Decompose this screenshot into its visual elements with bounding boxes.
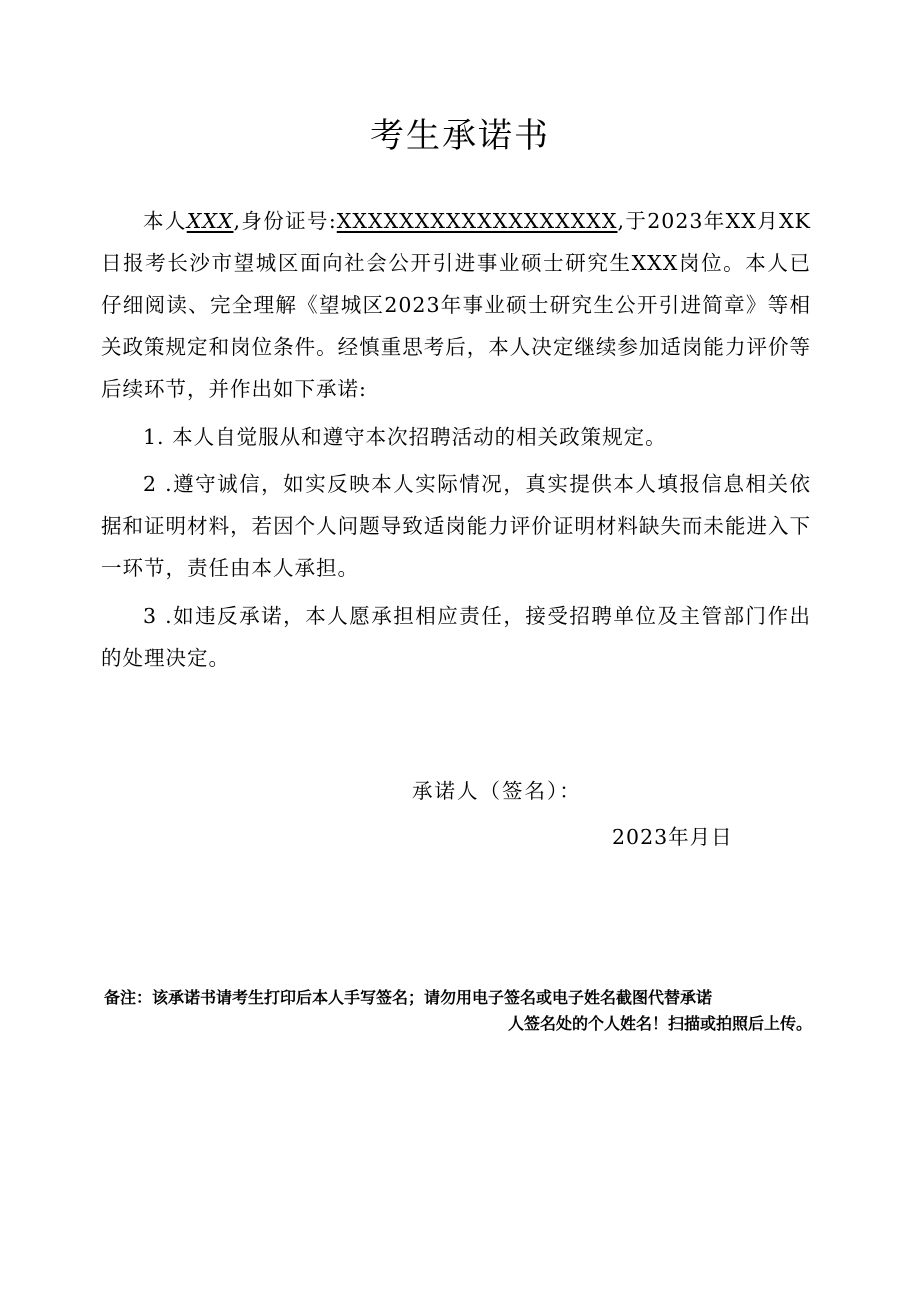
footnote [104,985,812,1037]
intro-paragraph [101,200,811,410]
intro-rest: ,于2023年XX月XK日报考长沙市望城区面向社会公开引进事业硕士研究生XXX岗位。本人已仔细阅读、完全理解《望城区2023年事业硕士研究生公开引进简章》等相关政策规定和岗位条件。经慎重思考后，本人决定继续参加适岗能力评价等后续环节，并作出如下承诺: [101,209,811,401]
intro-prefix: 本人 [143,209,187,233]
footnote-line: 备注：该承诺书请考生打印后本人手写签名；请勿用电子签名或电子姓名截图代替承诺 [104,988,713,1007]
commitment-item: 1. 本人自觉服从和遵守本次招聘活动的相关政策规定。 [143,425,667,449]
footnote-line: 人签名处的个人姓名！扫描或拍照后上传。 [507,1014,812,1033]
page-title: 考生承诺书 [370,116,550,156]
applicant-name: XXX [186,209,234,233]
signature-date: 2023年月日 [612,825,733,849]
intro-id-label: ,身份证号: [233,209,337,233]
commitment-item: 2 .遵守诚信，如实反映本人实际情况，真实提供本人填报信息相关依据和证明材料，若因个人问题导致适岗能力评价证明材料缺失而未能进入下一环节，责任由本人承担。 [101,472,811,580]
id-number: XXXXXXXXXXXXXXXXXX [336,209,618,233]
commitment-item: 3 .如违反承诺，本人愿承担相应责任，接受招聘单位及主管部门作出的处理决定。 [101,604,811,670]
signature-label: 承诺人（签名）： [412,779,582,803]
